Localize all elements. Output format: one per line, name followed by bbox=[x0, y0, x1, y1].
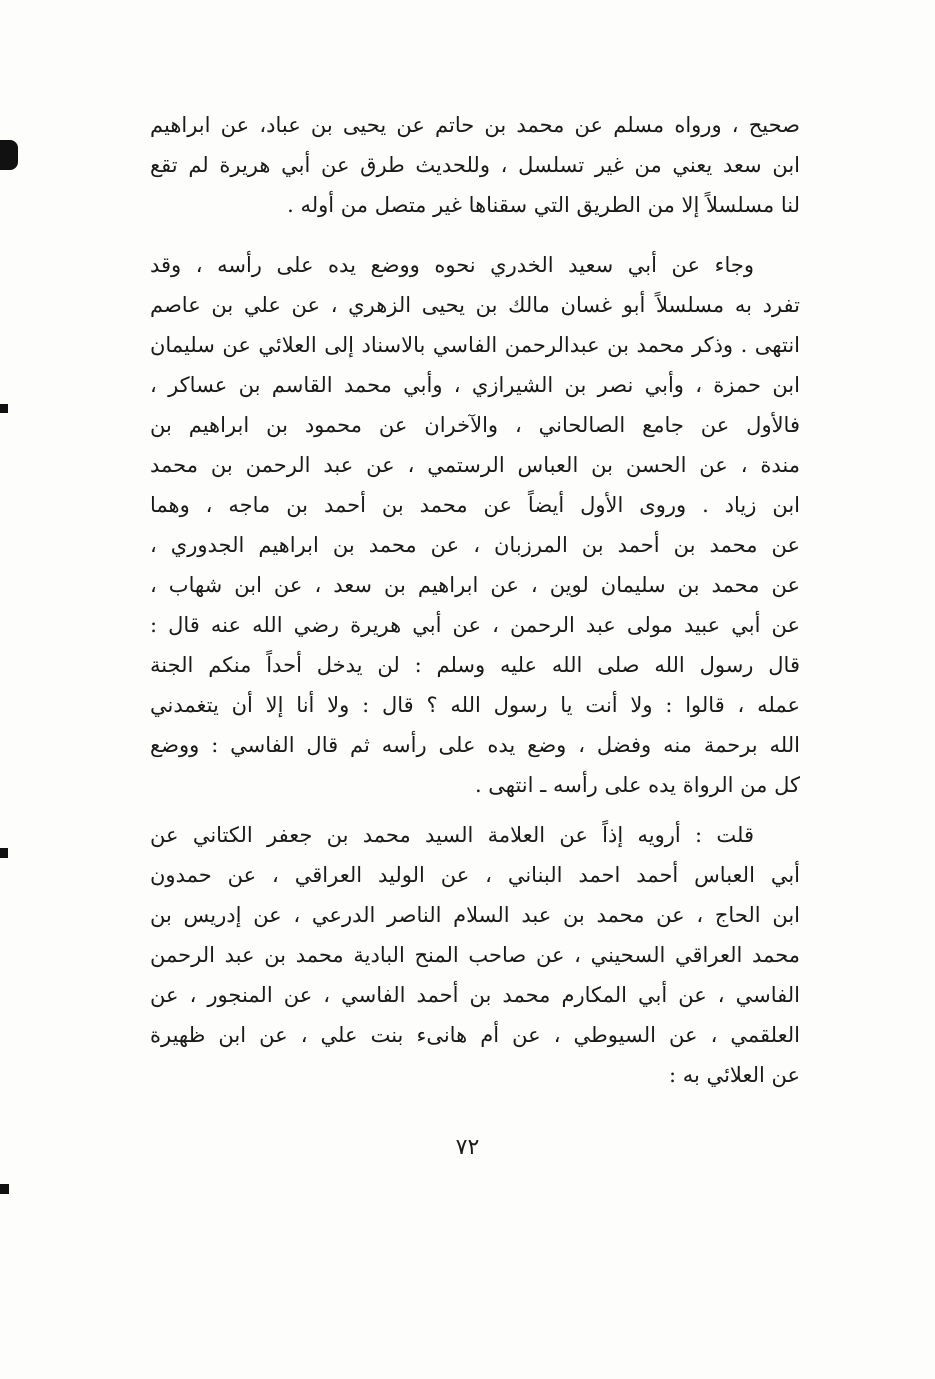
text-line: صحيح ، ورواه مسلم عن محمد بن حاتم عن يحيى بن عباد، عن ابراهيم bbox=[150, 113, 800, 137]
text-line: عمله ، قالوا : ولا أنت يا رسول الله ؟ قال : ولا أنا إلا أن يتغمدني bbox=[150, 693, 800, 717]
scan-margin-mark bbox=[0, 848, 8, 858]
scan-margin-mark bbox=[0, 1184, 9, 1194]
text-line: عن محمد بن سليمان لوين ، عن ابراهيم بن سعد ، عن ابن شهاب ، bbox=[150, 573, 800, 597]
scan-margin-mark bbox=[0, 404, 8, 413]
text-line: عن العلائي به : bbox=[669, 1063, 800, 1087]
text-line: قال رسول الله صلى الله عليه وسلم : لن يدخل أحداً منكم الجنة bbox=[150, 653, 800, 677]
text-line: تفرد به مسلسلاً أبو غسان مالك بن يحيى الزهري ، عن علي بن عاصم bbox=[150, 293, 800, 317]
text-line: فالأول عن جامع الصالحاني ، والآخران عن محمود بن ابراهيم بن bbox=[150, 413, 800, 437]
text-line: الفاسي ، عن أبي المكارم محمد بن أحمد الفاسي ، عن المنجور ، عن bbox=[150, 983, 800, 1007]
paragraph-3 bbox=[150, 815, 800, 1095]
text-line: ابن سعد يعني من غير تسلسل ، وللحديث طرق عن أبي هريرة لم تقع bbox=[150, 153, 800, 177]
text-line: لنا مسلسلاً إلا من الطريق التي سقناها غير متصل من أوله . bbox=[287, 193, 800, 217]
paragraph-1 bbox=[150, 105, 800, 225]
page-number: ٧٢ bbox=[455, 1135, 480, 1160]
text-line: وجاء عن أبي سعيد الخدري نحوه ووضع يده على رأسه ، وقد bbox=[150, 253, 754, 277]
text-line: ابن الحاج ، عن محمد بن عبد السلام الناصر الدرعي ، عن إدريس بن bbox=[150, 903, 800, 927]
text-line: العلقمي ، عن السيوطي ، عن أم هانىء بنت علي ، عن ابن ظهيرة bbox=[150, 1023, 800, 1047]
text-line: ابن زياد . وروى الأول أيضاً عن محمد بن أحمد بن ماجه ، وهما bbox=[150, 493, 800, 517]
text-line: انتهى . وذكر محمد بن عبدالرحمن الفاسي بالاسناد إلى العلائي عن سليمان bbox=[150, 333, 800, 357]
text-line: الله برحمة منه وفضل ، وضع يده على رأسه ثم قال الفاسي : ووضع bbox=[150, 733, 800, 757]
scan-margin-mark bbox=[0, 140, 18, 170]
text-line: محمد العراقي السحيني ، عن صاحب المنح البادية محمد بن عبد الرحمن bbox=[150, 943, 800, 967]
text-line: ابن حمزة ، وأبي نصر بن الشيرازي ، وأبي محمد القاسم بن عساكر ، bbox=[150, 373, 800, 397]
text-line: قلت : أرويه إذاً عن العلامة السيد محمد بن جعفر الكتاني عن bbox=[150, 823, 754, 847]
text-line: عن محمد بن أحمد بن المرزبان ، عن محمد بن ابراهيم الجدوري ، bbox=[150, 533, 800, 557]
text-line: عن أبي عبيد مولى عبد الرحمن ، عن أبي هريرة رضي الله عنه قال : bbox=[150, 613, 800, 637]
text-line: كل من الرواة يده على رأسه ـ انتهى . bbox=[474, 773, 800, 797]
paragraph-2 bbox=[150, 245, 800, 805]
text-line: أبي العباس أحمد احمد البناني ، عن الوليد العراقي ، عن حمدون bbox=[150, 863, 800, 887]
text-line: مندة ، عن الحسن بن العباس الرستمي ، عن عبد الرحمن بن محمد bbox=[150, 453, 800, 477]
